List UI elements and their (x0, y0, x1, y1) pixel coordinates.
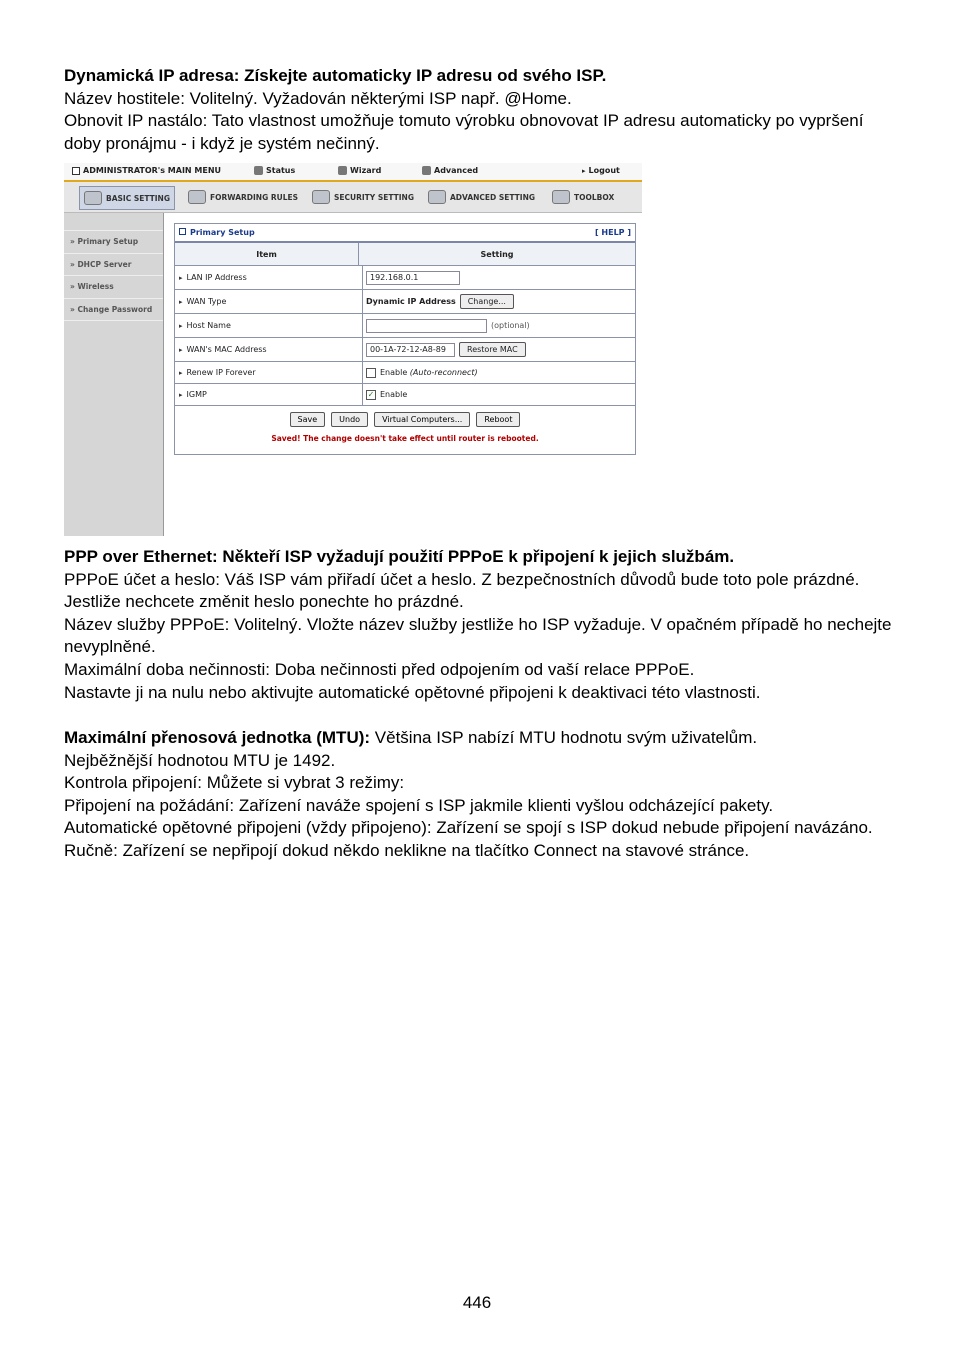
form-buttons (175, 412, 635, 427)
row-setting-cell (363, 384, 635, 405)
top-menu-bar (64, 163, 642, 182)
primary-setup-panel (174, 223, 636, 455)
row-setting-cell (363, 266, 635, 289)
renew-hint: (Auto-reconnect) (409, 368, 478, 377)
table-row (175, 314, 635, 338)
tab-forwarding-rules[interactable] (184, 186, 302, 208)
row-setting-cell (363, 314, 635, 337)
wizard-link[interactable] (338, 166, 381, 175)
row-arrow-icon: ▸ (179, 273, 183, 282)
heading-dynamic-ip: Dynamická IP adresa: Získejte automaticky IP adresu od svého ISP. (64, 66, 607, 85)
panel-square-icon (179, 228, 186, 235)
row-label-cell (175, 338, 363, 361)
row-setting-cell (363, 338, 635, 361)
help-link[interactable]: [ HELP ] (594, 228, 631, 237)
text-on-demand: Připojení na požádání: Zařízení naváže spojení s ISP jakmile klienti vyšlou odcházející pakety. (64, 795, 774, 815)
renew-enable-label: Enable (380, 368, 410, 377)
saved-message: Saved! The change doesn't take effect until router is rebooted. (271, 434, 539, 443)
table-row (175, 290, 635, 314)
igmp-label: IGMP (186, 390, 207, 399)
lan-ip-label: LAN IP Address (186, 273, 247, 282)
tab-advanced-setting[interactable] (424, 186, 539, 208)
heading-mtu: Maximální přenosová jednotka (MTU): (64, 728, 371, 747)
row-setting-cell (363, 362, 635, 383)
text-mtu-common: Nejběžnější hodnotou MTU je 1492. (64, 750, 336, 770)
text-pppoe-service: Název služby PPPoE: Volitelný. Vložte název služby jestliže ho ISP vyžaduje. V opačném případě ho nechejte nevyplněné. (64, 614, 892, 657)
col-item-header: Item (175, 243, 359, 265)
text-renew-ip: Obnovit IP nastálo: Tato vlastnost umožňuje tomuto výrobku obnovovat IP adresu automaticky po vypršení doby pronájmu - i když je systém nečinný. (64, 111, 864, 153)
main-menu-link[interactable] (72, 166, 221, 175)
router-screenshot (64, 163, 642, 536)
reboot-button[interactable]: Reboot (476, 412, 520, 427)
table-header-row (175, 243, 635, 266)
wan-type-value: Dynamic IP Address (366, 297, 456, 306)
tab-label: BASIC SETTING (106, 193, 170, 203)
tab-label: SECURITY SETTING (334, 192, 414, 202)
row-label-cell (175, 290, 363, 313)
panel-header (175, 224, 635, 243)
save-button[interactable]: Save (290, 412, 326, 427)
renew-checkbox[interactable] (366, 368, 376, 378)
sidebar-item-primary-setup[interactable]: » Primary Setup (64, 230, 163, 254)
row-setting-cell (363, 290, 635, 313)
text-hostname: Název hostitele: Volitelný. Vyžadován některými ISP např. @Home. (64, 88, 572, 108)
igmp-checkbox[interactable]: ✓ (367, 389, 375, 399)
wizard-label: Wizard (350, 166, 382, 175)
text-idle-time: Maximální doba nečinnosti: Doba nečinnosti před odpojením od vaší relace PPPoE. (64, 659, 695, 679)
status-icon (254, 166, 263, 175)
panel-title: Primary Setup (190, 228, 255, 237)
heading-pppoe: PPP over Ethernet: Někteří ISP vyžadují použití PPPoE k připojení k jejich službám. (64, 547, 735, 566)
row-arrow-icon: ▸ (179, 345, 183, 354)
advanced-link[interactable] (422, 166, 478, 175)
tab-label: TOOLBOX (574, 192, 615, 202)
section-pppoe (64, 546, 894, 704)
row-arrow-icon: ▸ (179, 368, 183, 377)
page-number: 446 (462, 1293, 492, 1312)
sidebar (64, 213, 164, 536)
menu-square-icon (72, 167, 80, 175)
table-row (175, 338, 635, 362)
lan-ip-input[interactable]: 192.168.0.1 (366, 271, 460, 285)
mac-input[interactable]: 00-1A-72-12-A8-89 (366, 343, 455, 357)
advanced-setting-icon (428, 190, 446, 204)
logout-link[interactable] (582, 166, 620, 175)
restore-mac-button[interactable]: Restore MAC (459, 342, 526, 357)
wan-type-label: WAN Type (186, 297, 227, 306)
tab-security-setting[interactable] (308, 186, 418, 208)
renew-enable-text (380, 368, 478, 377)
security-icon (312, 190, 330, 204)
sidebar-item-dhcp-server[interactable]: » DHCP Server (64, 254, 163, 277)
sidebar-item-wireless[interactable]: » Wireless (64, 276, 163, 299)
row-arrow-icon: ▸ (179, 321, 183, 330)
text-idle-zero: Nastavte ji na nulu nebo aktivujte automatické opětovné připojeni k deaktivaci této vlastnosti. (64, 682, 761, 702)
logout-label: Logout (588, 166, 620, 175)
text-mtu-intro: Většina ISP nabízí MTU hodnotu svým uživatelům. (370, 728, 758, 747)
text-manual: Ručně: Zařízení se nepřipojí dokud někdo neklikne na tlačítko Connect na stavové stránce. (64, 840, 750, 860)
table-row (175, 384, 635, 406)
text-pppoe-account: PPPoE účet a heslo: Váš ISP vám přiřadí účet a heslo. Z bezpečnostních důvodů bude toto pole prázdné. Jestliže nechcete změnit heslo ponechte ho prázdné. (64, 569, 860, 612)
forwarding-icon (188, 190, 206, 204)
host-name-hint: (optional) (491, 321, 530, 330)
wizard-icon (338, 166, 347, 175)
sidebar-item-change-password[interactable]: » Change Password (64, 299, 163, 322)
mac-label: WAN's MAC Address (186, 345, 267, 354)
text-connection-control: Kontrola připojení: Můžete si vybrat 3 režimy: (64, 773, 405, 793)
tab-basic-setting[interactable] (79, 186, 175, 210)
status-link[interactable] (254, 166, 295, 175)
col-setting-header: Setting (480, 249, 514, 259)
main-menu-label: ADMINISTRATOR's MAIN MENU (83, 166, 222, 175)
change-button[interactable]: Change... (460, 294, 514, 309)
tab-toolbox[interactable] (548, 186, 618, 208)
panel-title-wrap (179, 228, 255, 237)
igmp-enable-text: Enable (380, 390, 408, 399)
logout-arrow-icon: ▸ (582, 166, 586, 175)
row-arrow-icon: ▸ (179, 297, 183, 306)
row-label-cell (175, 384, 363, 405)
basic-setting-icon (84, 191, 102, 205)
toolbox-icon (552, 190, 570, 204)
table-row (175, 362, 635, 384)
settings-tabs (64, 182, 642, 213)
advanced-icon (422, 166, 431, 175)
row-label-cell (175, 266, 363, 289)
row-arrow-icon: ▸ (179, 390, 183, 399)
row-label-cell (175, 314, 363, 337)
advanced-label: Advanced (434, 166, 479, 175)
host-name-input[interactable] (366, 319, 487, 333)
section-dynamic-ip (64, 65, 894, 155)
settings-table (175, 243, 635, 406)
host-name-label: Host Name (186, 321, 231, 330)
row-label-cell (175, 362, 363, 383)
tab-label: ADVANCED SETTING (450, 192, 536, 202)
renew-ip-label: Renew IP Forever (186, 368, 256, 377)
table-row (175, 266, 635, 290)
undo-button[interactable]: Undo (331, 412, 368, 427)
section-mtu (64, 727, 894, 863)
status-label: Status (266, 166, 296, 175)
virtual-computers-button[interactable]: Virtual Computers... (374, 412, 470, 427)
tab-label: FORWARDING RULES (210, 192, 299, 202)
text-auto-reconnect: Automatické opětovné připojeni (vždy připojeno): Zařízení se spojí s ISP dokud nebude připojení navázáno. (64, 818, 873, 838)
